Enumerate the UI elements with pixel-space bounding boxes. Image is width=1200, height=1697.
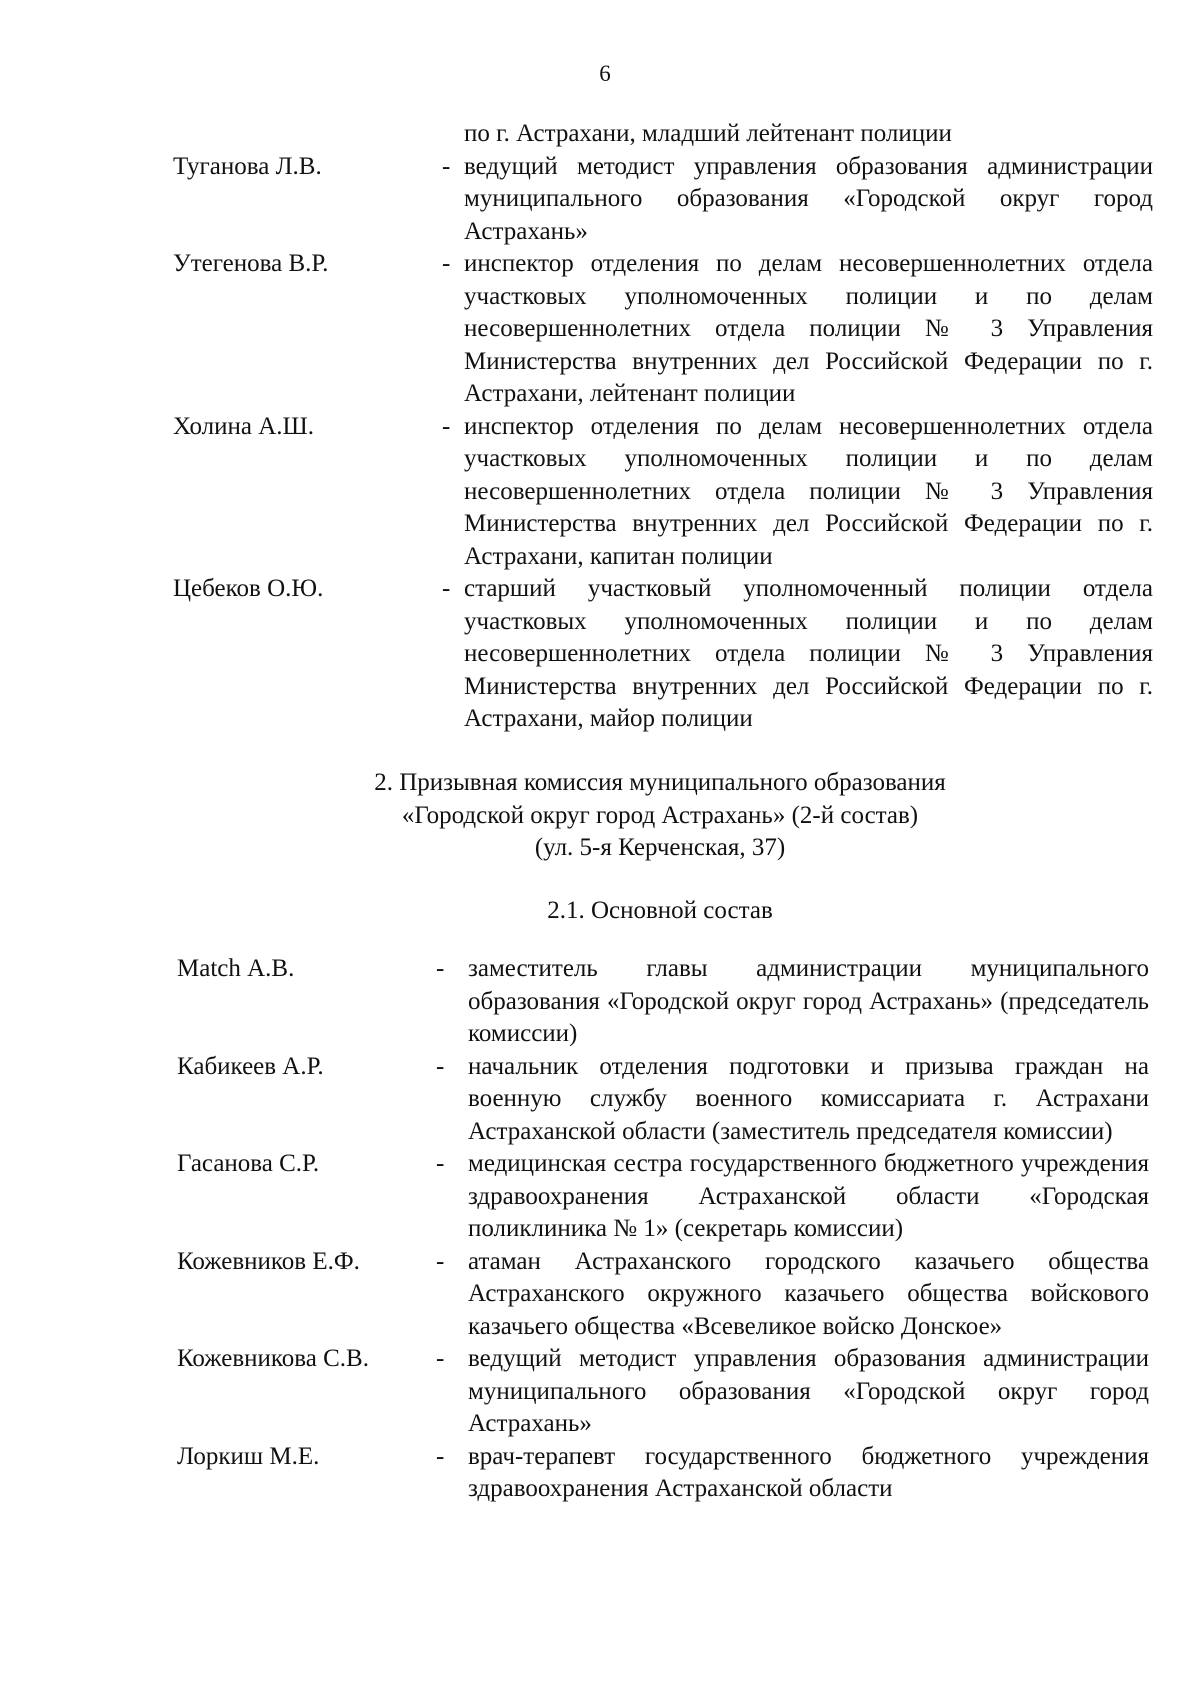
member-dash: - [436,1052,445,1080]
section-heading-address: (ул. 5-я Керченская, 37) [534,834,786,861]
member-row [0,1148,1200,1246]
member-position: начальник отделения подготовки и призыва граждан на военную службу военного комиссариата г. Астрахани Астраханской области (заместитель председателя комиссии) [468,1052,1149,1145]
member-row [0,1441,1200,1506]
member-dash: - [436,1150,445,1177]
member-dash: - [436,1345,445,1372]
member-name: Туганова Л.В. [173,152,322,180]
member-position: медицинская сестра государственного бюджетного учреждения здравоохранения Астраханской области «Городская поликлиника № 1» (секретарь комиссии) [468,1150,1149,1242]
member-row [0,151,1200,249]
member-position: ведущий методист управления образования администрации муниципального образования «Городской округ город Астрахань» [464,152,1153,245]
member-row [0,118,1200,151]
member-position: атаман Астраханского городского казачьего общества Астраханского окружного казачьего общества войскового казачьего общества «Всевеликое войско Донское» [468,1247,1149,1340]
section-heading-line: 2. Призывная комиссия муниципального образования [374,769,946,796]
member-name: Лоркиш М.Е. [177,1442,320,1470]
section-heading [0,767,1200,865]
member-name: Match А.В. [177,955,295,982]
member-position: старший участковый уполномоченный полиции отдела участковых уполномоченных полиции и по делам несовершеннолетних отдела полиции № 3 Управления Министерства внутренних дел Российской Федерации по г. Астрахани, майор полиции [464,575,1153,732]
member-position: врач-терапевт государственного бюджетного учреждения здравоохранения Астраханской области [468,1442,1149,1502]
member-name: Цебеков О.Ю. [173,575,324,602]
members-list-top [0,118,1200,736]
member-position: заместитель главы администрации муниципального образования «Городской округ город Астрахань» (председатель комиссии) [468,955,1149,1047]
member-row [0,248,1200,411]
member-position: ведущий методист управления образования администрации муниципального образования «Городской округ город Астрахань» [468,1345,1149,1437]
member-row [0,1246,1200,1344]
member-name: Кабикеев А.Р. [177,1052,324,1080]
section-heading-line: «Городской округ город Астрахань» (2-й состав) [401,801,919,829]
member-name: Кожевникова С.В. [177,1345,369,1372]
member-name: Кожевников Е.Ф. [177,1247,360,1275]
member-dash: - [436,1247,445,1275]
member-row [0,1343,1200,1441]
members-list-main [0,953,1200,1506]
member-dash: - [436,955,445,982]
member-dash: - [436,1442,445,1470]
member-position: инспектор отделения по делам несовершеннолетних отдела участковых уполномоченных полиции и по делам несовершеннолетних отдела полиции № 3 Управления Министерства внутренних дел Российской Федерации по г. Астрахани, капитан полиции [464,412,1153,570]
member-row [0,411,1200,574]
member-row [0,1051,1200,1149]
member-row [0,573,1200,736]
member-position: по г. Астрахани, младший лейтенант полиции [464,120,952,147]
member-dash: - [442,152,451,180]
page-number: 6 [599,61,611,86]
member-name: Гасанова С.Р. [177,1150,320,1177]
member-dash: - [442,412,451,440]
member-dash: - [442,250,451,277]
member-name: Холина А.Ш. [173,412,315,440]
member-dash: - [442,575,451,602]
member-name: Утегенова В.Р. [173,250,329,277]
subsection-heading: 2.1. Основной состав [547,897,773,924]
member-row [0,953,1200,1051]
member-position: инспектор отделения по делам несовершеннолетних отдела участковых уполномоченных полиции и по делам несовершеннолетних отдела полиции № 3 Управления Министерства внутренних дел Российской Федерации по г. Астрахани, лейтенант полиции [464,250,1153,407]
